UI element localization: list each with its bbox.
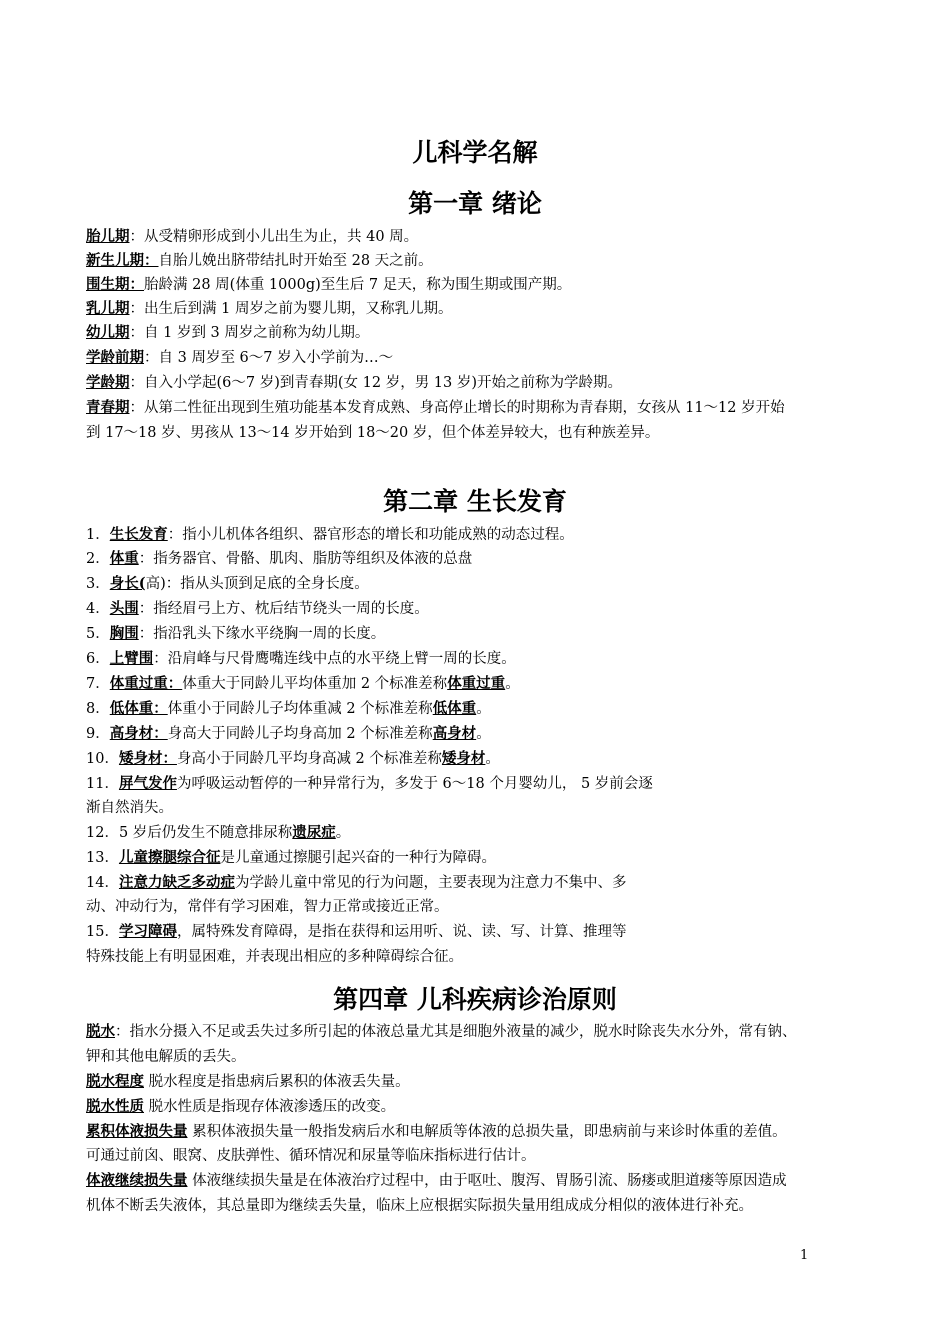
item-number: 6． — [86, 651, 110, 667]
ch4-entry — [86, 1072, 410, 1092]
definition: ，属特殊发育障碍，是指在获得和运用听、说、读、写、计算、推理等 — [176, 924, 627, 940]
item-number: 1． — [86, 527, 110, 543]
ch2-entry — [86, 599, 429, 619]
definition: 身高大于同龄儿子均身高加 2 个标准差称 — [167, 726, 433, 742]
term: 身长( — [109, 575, 146, 592]
chapter-1-title: 第一章 绪论 — [408, 189, 542, 218]
item-number: 3． — [86, 576, 110, 592]
term: 体重 — [109, 550, 139, 567]
definition: ：出生后到满 1 周岁之前为婴儿期，又称乳儿期。 — [129, 301, 453, 317]
ch1-entry — [86, 227, 418, 247]
ch2-entry — [86, 549, 472, 569]
term: 体液继续损失量 — [86, 1172, 188, 1189]
term-repeat: 矮身材 — [441, 750, 486, 767]
item-number: 4． — [86, 601, 110, 617]
term: 围生期： — [86, 276, 144, 293]
ch2-entry — [86, 574, 369, 594]
definition: 动、冲动行为，常伴有学习困难，智力正常或接近正常。 — [86, 899, 449, 915]
definition: 脱水性质是指现存体液渗透压的改变。 — [144, 1099, 396, 1115]
definition: ：从第二性征出现到生殖功能基本发育成熟、身高停止增长的时期称为青春期，女孩从 11～12 岁开始 — [129, 400, 785, 416]
definition: ：自 3 周岁至 6～7 岁入小学前为…～ — [144, 350, 394, 366]
definition: ：指经眉弓上方、枕后结节绕头一周的长度。 — [138, 601, 429, 617]
ch2-entry — [86, 749, 500, 769]
term: 高身材： — [109, 725, 168, 742]
item-number: 9． — [86, 726, 110, 742]
term: 学龄期 — [86, 374, 130, 391]
definition: 可通过前囟、眼窝、皮肤弹性、循环情况和尿量等临床指标进行估计。 — [86, 1148, 536, 1164]
ch4-entry-continued — [86, 1196, 753, 1216]
term: 注意力缺乏多动症 — [118, 874, 235, 891]
term: 幼儿期 — [86, 324, 130, 341]
ch4-entry-continued — [86, 1146, 536, 1166]
item-number: 13． — [86, 850, 119, 866]
term: 脱水 — [86, 1023, 115, 1040]
definition: 为呼吸运动暂停的一种异常行为，多发于 6～18 个月婴幼儿， 5 岁前会逐 — [176, 776, 653, 792]
definition: 为学龄儿童中常见的行为问题，主要表现为注意力不集中、多 — [234, 875, 627, 891]
item-number: 14． — [86, 875, 119, 891]
term-repeat: 高身材 — [432, 725, 477, 742]
ch2-entry — [86, 848, 496, 868]
term: 生长发育 — [109, 526, 168, 543]
punctuation: 。 — [485, 751, 500, 767]
term: 矮身材： — [118, 750, 177, 767]
term: 低体重： — [109, 700, 168, 717]
definition: 胎龄满 28 周(体重 1000g)至生后 7 足天，称为围生期或围产期。 — [144, 277, 572, 293]
item-number: 8． — [86, 701, 110, 717]
definition: ：自 1 岁到 3 周岁之前称为幼儿期。 — [129, 325, 370, 341]
term: 新生儿期： — [86, 252, 159, 269]
ch4-entry — [86, 1171, 787, 1191]
definition: 自胎儿娩出脐带结扎时开始至 28 天之前。 — [158, 253, 433, 269]
ch2-entry-continued — [86, 897, 449, 917]
item-number: 11． — [86, 776, 119, 792]
definition: 体重大于同龄儿平均体重加 2 个标准差称 — [182, 676, 448, 692]
definition: 体液继续损失量是在体液治疗过程中，由于呕吐、腹泻、胃肠引流、肠瘘或胆道瘘等原因造成 — [187, 1173, 787, 1189]
ch2-entry — [86, 649, 516, 669]
definition: 身高小于同龄几平均身高减 2 个标准差称 — [176, 751, 442, 767]
definition: 钾和其他电解质的丢失。 — [86, 1049, 246, 1065]
ch2-entry — [86, 823, 350, 843]
ch1-entry — [86, 251, 433, 271]
definition: ：指务器官、骨骼、肌肉、脂肪等组织及体液的总盘 — [138, 551, 473, 567]
definition: 渐自然消失。 — [86, 800, 173, 816]
definition: 是儿童通过擦腿引起兴奋的一种行为障碍。 — [220, 850, 496, 866]
page-number: 1 — [800, 1248, 809, 1263]
term-repeat: 体重过重 — [447, 675, 506, 692]
term: 头围 — [109, 600, 139, 617]
term: 学习障碍 — [118, 923, 177, 940]
term: 屏气发作 — [118, 775, 177, 792]
punctuation: 。 — [476, 701, 491, 717]
ch4-entry-continued — [86, 1047, 246, 1067]
ch4-entry — [86, 1022, 797, 1042]
ch1-entry — [86, 398, 785, 418]
definition: ：指小儿机体各组织、器官形态的增长和功能成熟的动态过程。 — [167, 527, 574, 543]
ch1-entry-continued — [86, 423, 659, 443]
ch2-entry — [86, 525, 574, 545]
definition: ：指沿乳头下缘水平绕胸一周的长度。 — [138, 626, 386, 642]
definition: 脱水程度是指患病后累积的体液丢失量。 — [144, 1074, 410, 1090]
definition: ：沿肩峰与尺骨鹰嘴连线中点的水平绕上臂一周的长度。 — [153, 651, 516, 667]
term: 胸围 — [109, 625, 139, 642]
item-number: 15． — [86, 924, 119, 940]
definition: ：指水分摄入不足或丢失过多所引起的体液总量尤其是细胞外液量的减少，脱水时除丧失水分外，常有钠、 — [115, 1024, 797, 1040]
ch1-entry — [86, 299, 452, 319]
definition: 到 17～18 岁、男孩从 13～14 岁开始到 18～20 岁，但个体差异较大，也有种族差异。 — [86, 425, 660, 441]
ch2-entry — [86, 674, 520, 694]
ch1-entry — [86, 373, 622, 393]
chapter-4-title: 第四章 儿科疾病诊治原则 — [333, 985, 617, 1014]
ch2-entry-continued — [86, 947, 463, 967]
term-repeat: 遗尿症 — [292, 824, 336, 841]
punctuation: 。 — [505, 676, 520, 692]
item-number: 7． — [86, 676, 110, 692]
item-number: 10． — [86, 751, 119, 767]
term: 儿童擦腿综合征 — [118, 849, 221, 866]
ch4-entry — [86, 1097, 395, 1117]
ch2-entry-continued — [86, 798, 173, 818]
definition: 5 岁后仍发生不随意排尿称 — [118, 825, 293, 841]
ch2-entry — [86, 699, 491, 719]
term: 胎儿期 — [86, 228, 130, 245]
definition: ：从受精卵形成到小儿出生为止，共 40 周。 — [129, 229, 419, 245]
definition: 体重小于同龄儿子均体重减 2 个标准差称 — [167, 701, 433, 717]
ch2-entry — [86, 873, 626, 893]
definition: ：自入小学起(6～7 岁)到青春期(女 12 岁，男 13 岁)开始之前称为学龄期。 — [129, 375, 623, 391]
punctuation: 。 — [476, 726, 491, 742]
term-repeat: 低体重 — [432, 700, 477, 717]
ch2-entry — [86, 922, 626, 942]
term: 青春期 — [86, 399, 130, 416]
definition: 累积体液损失量一般指发病后水和电解质等体液的总损失量，即患病前与来诊时体重的差值。 — [187, 1124, 787, 1140]
term: 乳儿期 — [86, 300, 130, 317]
ch1-entry — [86, 323, 369, 343]
term: 脱水性质 — [86, 1098, 144, 1115]
term: 学龄前期 — [86, 349, 144, 366]
ch1-entry — [86, 275, 571, 295]
item-number: 2． — [86, 551, 110, 567]
ch2-entry — [86, 624, 385, 644]
term: 脱水程度 — [86, 1073, 144, 1090]
definition: 机体不断丢失液体，其总量即为继续丢失量，临床上应根据实际损失量用组成成分相似的液体进行补充。 — [86, 1198, 753, 1214]
term: 体重过重： — [109, 675, 183, 692]
definition: 高)：指从头顶到足底的全身长度。 — [145, 576, 369, 592]
term: 累积体液损失量 — [86, 1123, 188, 1140]
ch1-entry — [86, 348, 393, 368]
ch2-entry — [86, 724, 491, 744]
definition: 特殊技能上有明显困难，并表现出相应的多种障碍综合征。 — [86, 949, 463, 965]
punctuation: 。 — [335, 825, 351, 841]
chapter-2-title: 第二章 生长发育 — [383, 487, 567, 516]
ch2-entry — [86, 774, 653, 794]
item-number: 12． — [86, 825, 119, 841]
item-number: 5． — [86, 626, 110, 642]
term: 上臂围 — [109, 650, 154, 667]
document-title: 儿科学名解 — [412, 138, 538, 167]
ch4-entry — [86, 1122, 787, 1142]
